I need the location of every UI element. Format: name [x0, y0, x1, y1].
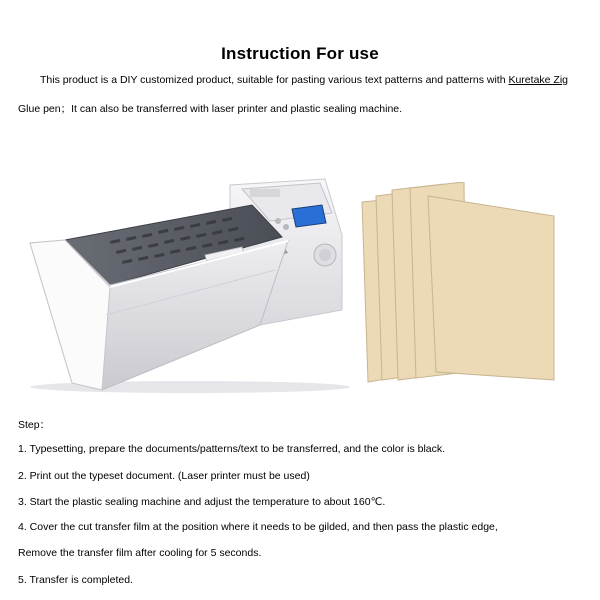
intro-line-1 — [40, 74, 568, 86]
step-4-continued: Remove the transfer film after cooling for 5 seconds. — [18, 547, 262, 559]
step-3: 3. Start the plastic sealing machine and adjust the temperature to about 160℃. — [18, 496, 386, 508]
step-1: 1. Typesetting, prepare the documents/patterns/text to be transferred, and the color is black. — [18, 443, 446, 455]
page-title: Instruction For use — [221, 44, 379, 63]
laminator-icon — [20, 175, 352, 395]
laminator-image — [20, 175, 352, 395]
intro-underlined-text: Kuretake Zig — [508, 74, 568, 86]
intro-line-2: Glue pen；It can also be transferred with laser printer and plastic sealing machine. — [18, 103, 403, 115]
transfer-sheets-image — [358, 182, 566, 392]
step-2: 2. Print out the typeset document. (Laser printer must be used) — [18, 470, 310, 482]
paper-sheets-icon — [358, 182, 566, 392]
step-5: 5. Transfer is completed. — [18, 574, 133, 586]
steps-heading: Step： — [18, 419, 51, 431]
step-4: 4. Cover the cut transfer film at the position where it needs to be gilded, and then pass the plastic edge, — [18, 521, 498, 533]
intro-text: This product is a DIY customized product, suitable for pasting various text patterns and patterns with — [40, 74, 509, 86]
